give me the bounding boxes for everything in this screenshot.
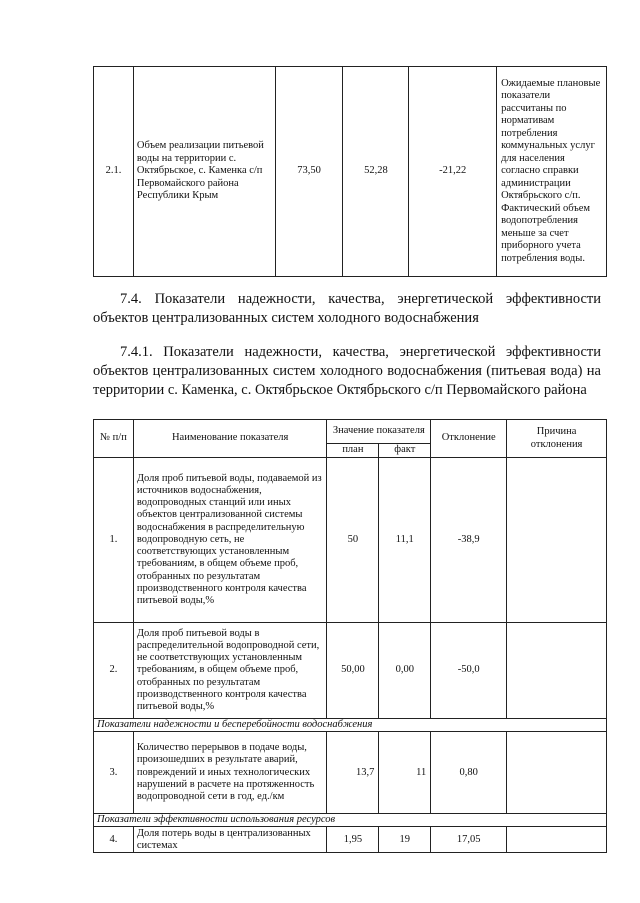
indicator-name: Доля проб питьевой воды в распределительной водопроводной сети, не соответствующих установленным требованиям, в общем объеме проб, отобранных по результатам производственного контроля качества питьевой воды,% — [133, 623, 327, 719]
fact-value: 19 — [379, 827, 431, 853]
deviation-reason — [507, 458, 607, 623]
row-number: 3. — [94, 732, 134, 814]
table-row — [94, 67, 607, 277]
header-fact: факт — [379, 444, 431, 458]
deviation-value: -21,22 — [409, 67, 497, 277]
deviation-reason — [507, 827, 607, 853]
row-number: 1. — [94, 458, 134, 623]
header-plan: план — [327, 444, 379, 458]
header-reason: Причина отклонения — [507, 420, 607, 458]
row-number: 2. — [94, 623, 134, 719]
indicator-name: Доля проб питьевой воды, подаваемой из источников водоснабжения, водопроводных станций или иных объектов централизованной системы водоснабжения в распределительную водопроводную сеть, не соответствующих установленным требованиям, в общем объеме проб, отобранных по результатам производственного контроля качества питьевой воды,% — [133, 458, 327, 623]
indicators-table — [93, 419, 607, 853]
fact-value: 11 — [379, 732, 431, 814]
deviation-value: 17,05 — [431, 827, 507, 853]
row-number: 4. — [94, 827, 134, 853]
plan-value: 1,95 — [327, 827, 379, 853]
indicator-name: Количество перерывов в подаче воды, произошедших в результате аварий, повреждений и иных технологических нарушений в расчете на протяженность водопроводной сети в год, ед./км — [133, 732, 327, 814]
section-heading-7-4-1: 7.4.1. Показатели надежности, качества, энергетической эффективности объектов централизованных систем холодного водоснабжения (питьевая вода) на территории с. Каменка, с. Октябрьское Октябрьского с/п Первомайского района — [93, 344, 601, 398]
fact-value: 52,28 — [343, 67, 409, 277]
indicator-name: Объем реализации питьевой воды на территории с. Октябрьское, с. Каменка с/п Первомайского района Республики Крым — [133, 67, 275, 277]
section-label: Показатели надежности и бесперебойности водоснабжения — [94, 719, 607, 732]
plan-value: 50,00 — [327, 623, 379, 719]
row-number: 2.1. — [94, 67, 134, 277]
indicator-name: Доля потерь воды в централизованных системах — [133, 827, 327, 853]
table-row — [94, 732, 607, 814]
plan-value: 13,7 — [327, 732, 379, 814]
table-row — [94, 458, 607, 623]
plan-value: 73,50 — [275, 67, 343, 277]
deviation-reason — [507, 732, 607, 814]
header-num: № п/п — [94, 420, 134, 458]
section-row-efficiency — [94, 814, 607, 827]
fact-value: 0,00 — [379, 623, 431, 719]
table-header-row — [94, 420, 607, 444]
header-value: Значение показателя — [327, 420, 431, 444]
deviation-value: 0,80 — [431, 732, 507, 814]
deviation-value: -50,0 — [431, 623, 507, 719]
table-row — [94, 623, 607, 719]
section-label: Показатели эффективности использования ресурсов — [94, 814, 607, 827]
section-row-reliability — [94, 719, 607, 732]
fact-value: 11,1 — [379, 458, 431, 623]
table-row — [94, 827, 607, 853]
plan-value: 50 — [327, 458, 379, 623]
deviation-value: -38,9 — [431, 458, 507, 623]
deviation-reason — [507, 623, 607, 719]
deviation-reason: Ожидаемые плановые показатели рассчитаны по нормативам потребления коммунальных услуг для населения согласно справки администрации Октябрьского с/п. Фактический объем водопотребления меньше за счет приборного учета потребления воды. — [497, 67, 607, 277]
section-heading-7-4: 7.4. Показатели надежности, качества, энергетической эффективности объектов централизованных систем холодного водоснабжения — [93, 291, 601, 326]
table-continuation — [93, 66, 607, 277]
header-name: Наименование показателя — [133, 420, 327, 458]
header-deviation: Отклонение — [431, 420, 507, 458]
